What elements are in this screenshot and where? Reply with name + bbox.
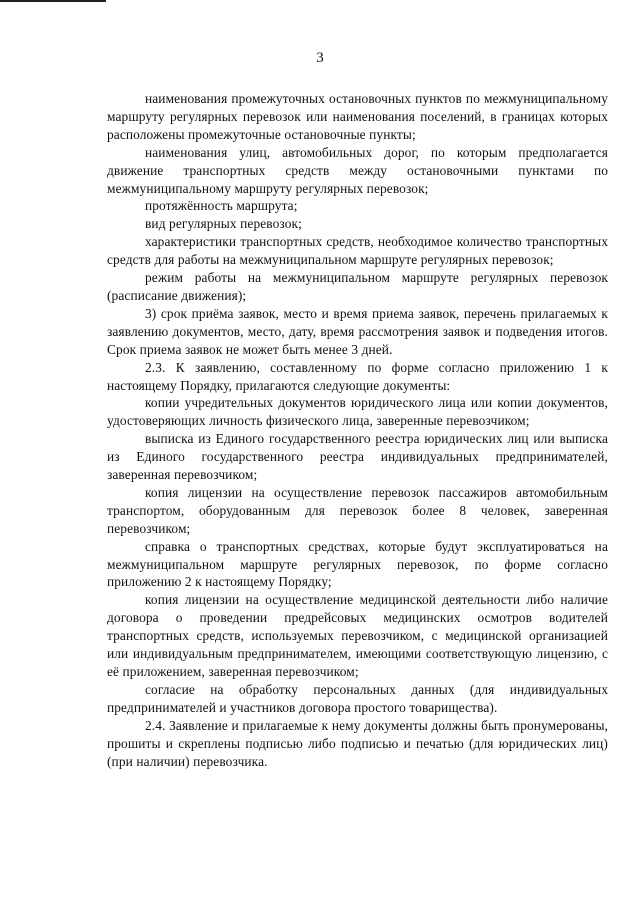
document-body: [107, 90, 608, 770]
paragraph-vehicle-characteristics: характеристики транспортных средств, необходимое количество транспортных средств для работы на межмуниципальном маршруте регулярных перевозок;: [107, 234, 608, 268]
paragraph-registry-extract: выписка из Единого государственного реестра юридических лиц или выписка из Единого государственного реестра индивидуальных предпринимателей, заверенная перевозчиком;: [107, 431, 608, 483]
paragraph-application-deadline: 3) срок приёма заявок, место и время приема заявок, перечень прилагаемых к заявлению документов, место, дату, время рассмотрения заявок и подведения итогов. Срок приема заявок не может быть менее 3 дней.: [107, 305, 608, 357]
paragraph-route-length: протяжённость маршрута;: [145, 198, 298, 214]
paragraph-medical-license: копия лицензии на осуществление медицинской деятельности либо наличие договора о проведении предрейсовых медицинских осмотров водителей транспортных средств, используемых перевозчиком, с медицинской организацией или индивидуальным предпринимателем, имеющими соответствующую лицензию, с её приложением, заверенная перевозчиком;: [107, 592, 608, 679]
paragraph-streets-roads: наименования улиц, автомобильных дорог, по которым предполагается движение транспортных средств между остановочными пунктами по межмуниципальному маршруту регулярных перевозок;: [107, 144, 608, 196]
top-rule: [0, 0, 106, 2]
paragraph-transport-type: вид регулярных перевозок;: [145, 216, 302, 232]
paragraph-founding-documents: копии учредительных документов юридического лица или копии документов, удостоверяющих личность физического лица, заверенные перевозчиком;: [107, 395, 608, 429]
paragraph-personal-data-consent: согласие на обработку персональных данных (для индивидуальных предпринимателей и участников договора простого товарищества).: [107, 681, 608, 715]
paragraph-intermediate-stops: наименования промежуточных остановочных пунктов по межмуниципальному маршруту регулярных перевозок или наименования поселений, в границах которых расположены промежуточные остановочные пункты;: [107, 91, 608, 142]
paragraph-operating-mode: режим работы на межмуниципальном маршруте регулярных перевозок (расписание движения);: [107, 270, 608, 303]
paragraph-transport-license: копия лицензии на осуществление перевозок пассажиров автомобильным транспортом, оборудованным для перевозок более 8 человек, заверенная перевозчиком;: [107, 484, 608, 536]
paragraph-section-2-4: 2.4. Заявление и прилагаемые к нему документы должны быть пронумерованы, прошиты и скреплены подписью либо подписью и печатью (для юридических лиц) (при наличии) перевозчика.: [107, 717, 608, 769]
paragraph-vehicle-certificate: справка о транспортных средствах, которые будут эксплуатироваться на межмуниципальном маршруте регулярных перевозок, по форме согласно приложению 2 к настоящему Порядку;: [107, 538, 608, 590]
page-number: 3: [316, 50, 324, 66]
paragraph-section-2-3: 2.3. К заявлению, составленному по форме согласно приложению 1 к настоящему Порядку, прилагаются следующие документы:: [107, 359, 608, 393]
